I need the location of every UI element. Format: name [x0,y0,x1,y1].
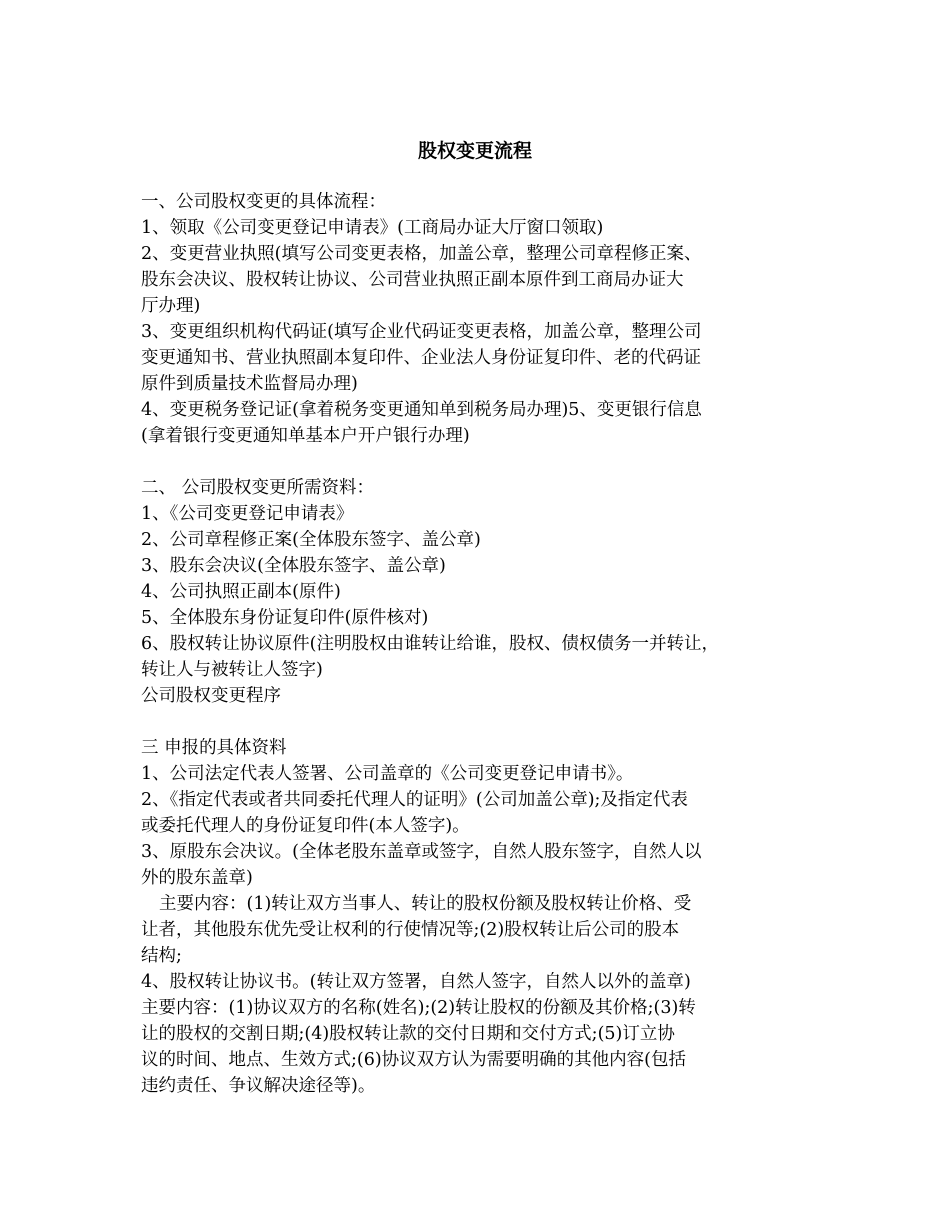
text-line: 3、原股东会决议。(全体老股东盖章或签字，自然人股东签字，自然人以 [141,842,702,862]
text-line: 违约责任、争议解决途径等)。 [141,1076,376,1096]
text-line: 5、全体股东身份证复印件(原件核对) [141,608,429,628]
section-heading-2: 二、 公司股权变更所需资料： [141,478,375,498]
text-line: 2、公司章程修正案(全体股东签字、盖公章) [141,530,481,550]
text-line: 2、《指定代表或者共同委托代理人的证明》(公司加盖公章);及指定代表 [141,790,688,810]
text-line: (拿着银行变更通知单基本户开户银行办理) [141,426,470,446]
text-line: 主要内容：(1)协议双方的名称(姓名);(2)转让股权的份额及其价格;(3)转 [141,998,696,1018]
text-line: 变更通知书、营业执照副本复印件、企业法人身份证复印件、老的代码证 [141,348,701,368]
text-line: 公司股权变更程序 [141,686,281,706]
text-line: 4、公司执照正副本(原件) [141,582,341,602]
text-line: 3、变更组织机构代码证(填写企业代码证变更表格，加盖公章，整理公司 [141,322,702,342]
text-line: 结构; [141,946,182,966]
text-line: 议的时间、地点、生效方式;(6)协议双方认为需要明确的其他内容(包括 [141,1050,687,1070]
section-heading-3: 三 申报的具体资料 [141,738,287,758]
document-body [141,189,821,1099]
text-line: 股东会决议、股权转让协议、公司营业执照正副本原件到工商局办证大 [141,270,684,290]
text-line: 1、领取《公司变更登记申请表》(工商局办证大厅窗口领取) [141,218,604,238]
text-line: 4、股权转让协议书。(转让双方签署，自然人签字，自然人以外的盖章) [141,972,691,992]
section-heading-1: 一、公司股权变更的具体流程： [141,192,386,212]
text-line: 3、股东会决议(全体股东签字、盖公章) [141,556,446,576]
text-line: 原件到质量技术监督局办理) [141,374,358,394]
text-line: 让的股权的交割日期;(4)股权转让款的交付日期和交付方式;(5)订立协 [141,1024,675,1044]
text-line: 2、变更营业执照(填写公司变更表格，加盖公章，整理公司章程修正案、 [141,244,702,264]
text-line: 主要内容：(1)转让双方当事人、转让的股权份额及股权转让价格、受 [159,894,692,914]
blank-line [141,709,821,735]
text-line: 6、股权转让协议原件(注明股权由谁转让给谁，股权、债权债务一并转让， [141,634,719,654]
document-title: 股权变更流程 [417,140,532,162]
text-line: 外的股东盖章) [141,868,253,888]
text-line: 厅办理) [141,296,201,316]
text-line: 让者，其他股东优先受让权利的行使情况等;(2)股权转让后公司的股本 [141,920,680,940]
text-line: 1、《公司变更登记申请表》 [141,504,354,524]
text-line: 或委托代理人的身份证复印件(本人签字)。 [141,816,470,836]
text-line: 转让人与被转让人签字) [141,660,323,680]
text-line: 4、变更税务登记证(拿着税务变更通知单到税务局办理)5、变更银行信息 [141,400,702,420]
text-line: 1、公司法定代表人签署、公司盖章的《公司变更登记申请书》。 [141,764,634,784]
blank-line [141,449,821,475]
